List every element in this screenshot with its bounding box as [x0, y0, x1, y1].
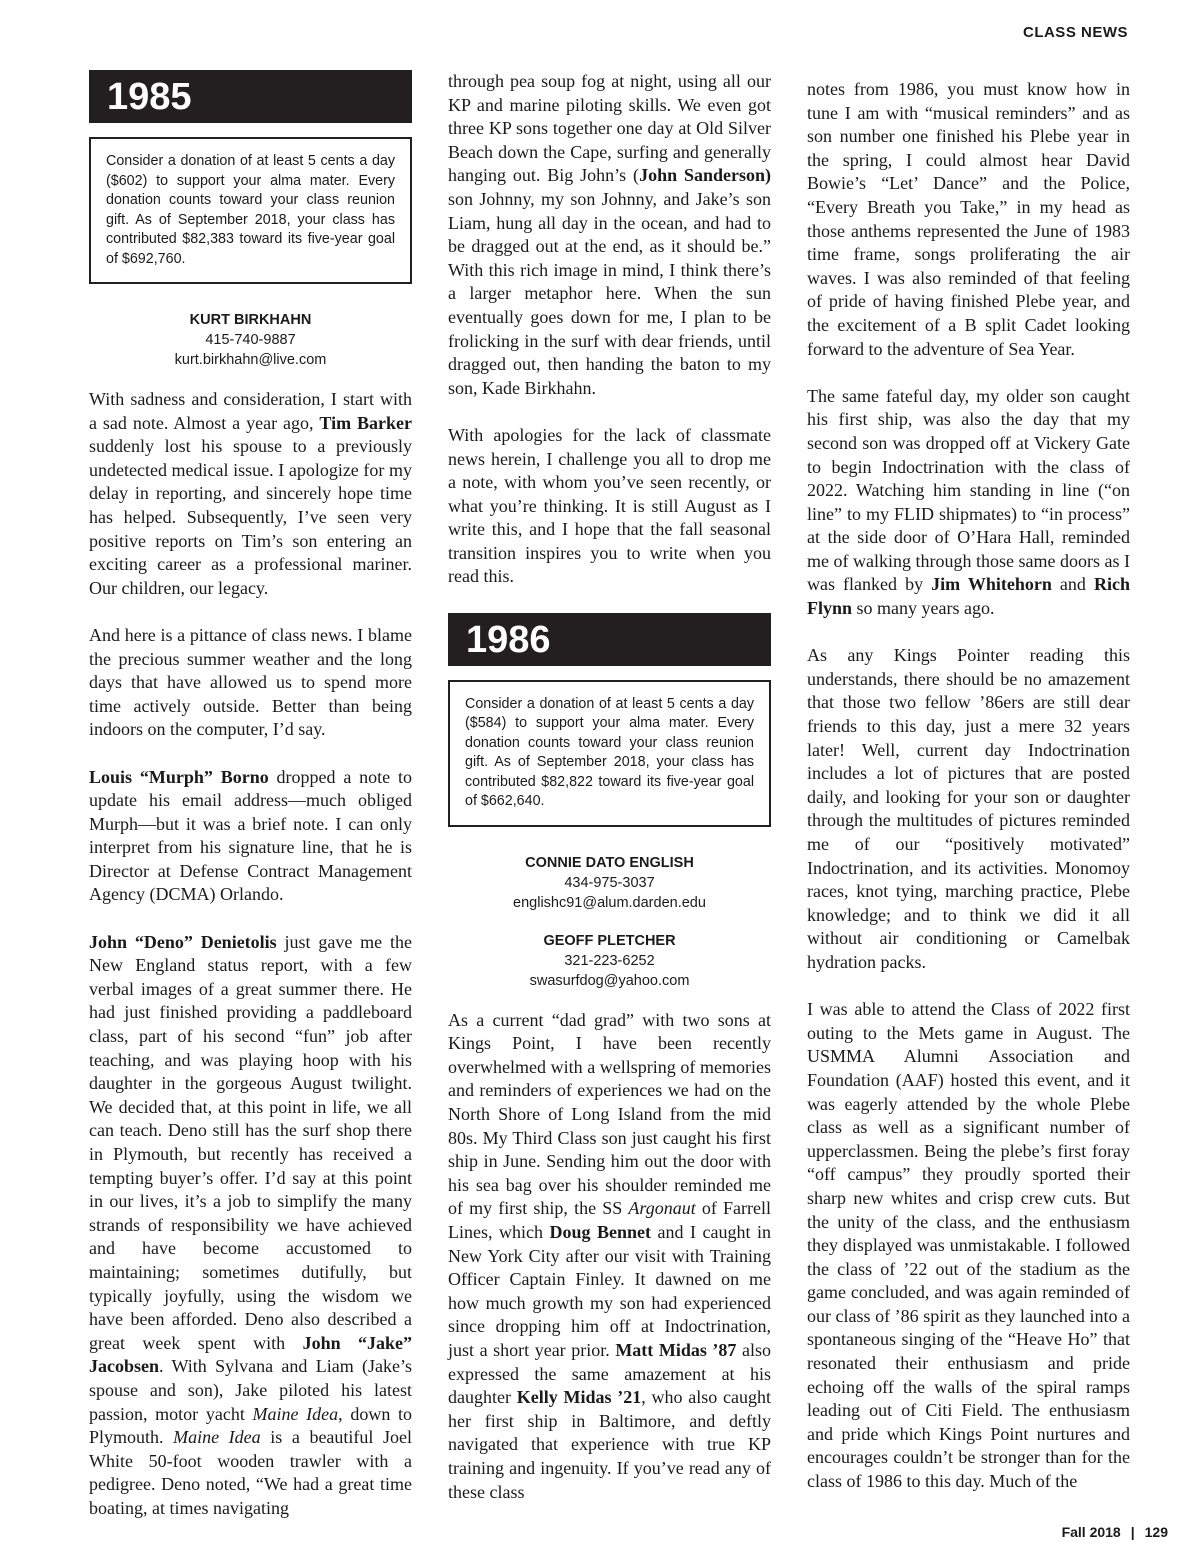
donation-box: Consider a donation of at least 5 cents a day ($602) to support your alma mater. Every donation counts toward your class reunion gift. As of September 2018, your class has contributed $82,383 toward its five-year goal of $692,760. — [89, 137, 412, 284]
footer-separator: | — [1130, 1524, 1135, 1540]
paragraph: John “Deno” Denietolis just gave me the New England status report, with a few verbal images of a great summer there. He had just finished providing a paddleboard class, part of his second “fun” job after teaching, and was playing hoop with his daughter in the gorgeous August twilight. We decided that, at this point in life, we all can teach. Deno still has the surf shop there in Plymouth, but recently has received a tempting buyer’s offer. I’d say at this point in our lives, it’s a job to simplify the many strands of responsibility we have achieved and have become accustomed to maintaining; sometimes dutifully, but typically joyfully, using the wisdom we have been afforded. Deno also described a great week spent with John “Jake” Jacobsen. With Sylvana and Liam (Jake’s spouse and son), Jake piloted his latest passion, motor yacht Maine Idea, down to Plymouth. Maine Idea is a beautiful Joel White 50-foot wooden trawler with a pedigree. Deno noted, “We had a great time boating, at times navigating — [89, 931, 413, 1518]
column-3 — [807, 78, 1130, 1517]
page-footer — [1062, 1524, 1168, 1540]
donation-box: Consider a donation of at least 5 cents a day ($584) to support your alma mater. Every donation counts toward your class reunion gift. As of September 2018, your class has contributed $82,822 toward its five-year goal of $662,640. — [448, 680, 771, 827]
contact-email[interactable]: swasurfdog@yahoo.com — [529, 972, 690, 989]
paragraph: The same fateful day, my older son caught his first ship, was also the day that my second son was dropped off at Vickery Gate to begin Indoctrination with the class of 2022. Watching him standing in line (“on line” to my FLID shipmates) to “in process” at the side door of O’Hara Hall, reminded me of walking through those same doors as I was flanked by Jim Whitehorn and Rich Flynn so many years ago. — [807, 385, 1130, 619]
contact-email[interactable]: englishc91@alum.darden.edu — [513, 894, 706, 911]
paragraph: With apologies for the lack of classmate news herein, I challenge you all to drop me a note, with whom you’ve seen recently, or what you’re thinking. It is still August as I write this, and I hope that the fall seasonal transition inspires you to write when you read this. — [448, 424, 771, 587]
class-contact — [448, 853, 771, 913]
section-header: CLASS NEWS — [1022, 24, 1128, 41]
contact-name: CONNIE DATO ENGLISH — [525, 854, 694, 871]
page-number: 129 — [1144, 1524, 1168, 1540]
paragraph: As a current “dad grad” with two sons at Kings Point, I have been recently overwhelmed with a wellspring of memories and reminders of experiences we had on the North Shore of Long Island from the mid 80s. My Third Class son just caught his first ship in June. Sending him out the door with his sea bag over his shoulder reminded me of my first ship, the SS Argonaut of Farrell Lines, which Doug Bennet and I caught in New York City after our visit with Training Officer Captain Finley. It dawned on me how much growth my son had experienced since dropping him off at Indoctrination, just a short year prior. Matt Midas ’87 also expressed the same amazement at his daughter Kelly Midas ’21, who also caught her first ship in Baltimore, and deftly navigated that experience with true KP training and ingenuity. If you’ve read any of these class — [448, 1009, 772, 1502]
contact-email[interactable]: kurt.birkhahn@live.com — [174, 352, 327, 368]
paragraph: through pea soup fog at night, using all our KP and marine piloting skills. We even got three KP sons together one day at Old Silver Beach down the Cape, surfing and generally hanging out. Big John’s (John Sanderson) son Johnny, my son Johnny, and Jake’s son Liam, hung all day in the ocean, and had to be dragged out at the end, as it should be.” With this rich image in mind, I think there’s a larger metaphor here. When the sun eventually goes down for me, I plan to be frolicking in the surf with dear friends, until dragged out, then handing the baton to my son, Kade Birkhahn. — [448, 71, 771, 398]
paragraph: I was able to attend the Class of 2022 first outing to the Mets game in August. The USMMA Alumni Association and Foundation (AAF) hosted this event, and it was eagerly attended by the whole Plebe class as well as a significant number of upperclassmen. Being the plebe’s first foray “off campus” they proudly sported their sharp new whites and crisp crew cuts. But the unity of the class, and the enthusiasm they displayed was unmistakable. I followed the class of ’22 out of the stadium as the game concluded, and was again reminded of our class of ’86 spirit as they launched into a spontaneous singing of the “Heave Ho” that resonated their enthusiasm and pride echoing off the walls of the spiral ramps leading out of Citi Field. The enthusiasm and pride which Kings Point nurtures and encourages couldn’t be stronger than for the class of 1986 to this day. Much of the — [807, 999, 1130, 1492]
contact-phone: 321-223-6252 — [564, 952, 655, 969]
paragraph: notes from 1986, you must know how in tune I am with “musical reminders” and as son number one finished his Plebe year in the spring, I could almost hear David Bowie’s “Let’ Dance” and the Police, “Every Breath you Take,” in my head as those anthems represented the June of 1983 time frame, songs proliferating the air waves. I was also reminded of that feeling of pride of having finished Plebe year, and the excitement of a B split Cadet looking forward to the adventure of Sea Year. — [807, 79, 1130, 359]
paragraph: With sadness and consideration, I start with a sad note. Almost a year ago, Tim Barker suddenly lost his spouse to a previously undetected medical issue. I apologize for my delay in reporting, and sincerely hope time has helped. Subsequently, I’ve seen very positive reports on Tim’s son entering an exciting career as a professional mariner. Our children, our legacy. — [89, 389, 412, 598]
class-contact — [448, 931, 771, 991]
issue-label: Fall 2018 — [1061, 1524, 1121, 1540]
contact-phone: 415-740-9887 — [205, 332, 296, 348]
contact-phone: 434-975-3037 — [564, 874, 655, 891]
paragraph: As any Kings Pointer reading this understands, there should be no amazement that those two fellow ’86ers are still dear friends to this day, just a mere 32 years later! Well, current day Indoctrination includes a lot of pictures that are posted daily, and looking for your son or daughter through the multitudes of pictures reminded me of our “positively motivated” Indoctrination, and its activities. Monomoy races, knot tying, marching practice, Plebe knowledge; and to think we did it all without air conditioning or Camelbak hydration packs. — [807, 645, 1130, 972]
class-contact — [89, 310, 412, 370]
contact-name: KURT BIRKHAHN — [189, 312, 312, 328]
column-2 — [448, 70, 771, 1528]
class-year-heading: 1985 — [89, 70, 412, 123]
contact-name: GEOFF PLETCHER — [543, 932, 676, 949]
paragraph: Louis “Murph” Borno dropped a note to update his email address—much obliged Murph—but it was a brief note. I can only interpret from his signature line, that he is Director at Defense Contract Management Agency (DCMA) Orlando. — [89, 766, 412, 905]
class-year-heading: 1986 — [448, 613, 771, 666]
paragraph: And here is a pittance of class news. I blame the precious summer weather and the long days that have allowed us to spend more time actively outside. Better than being indoors on the computer, I’d say. — [89, 624, 412, 740]
column-1 — [89, 70, 412, 1544]
